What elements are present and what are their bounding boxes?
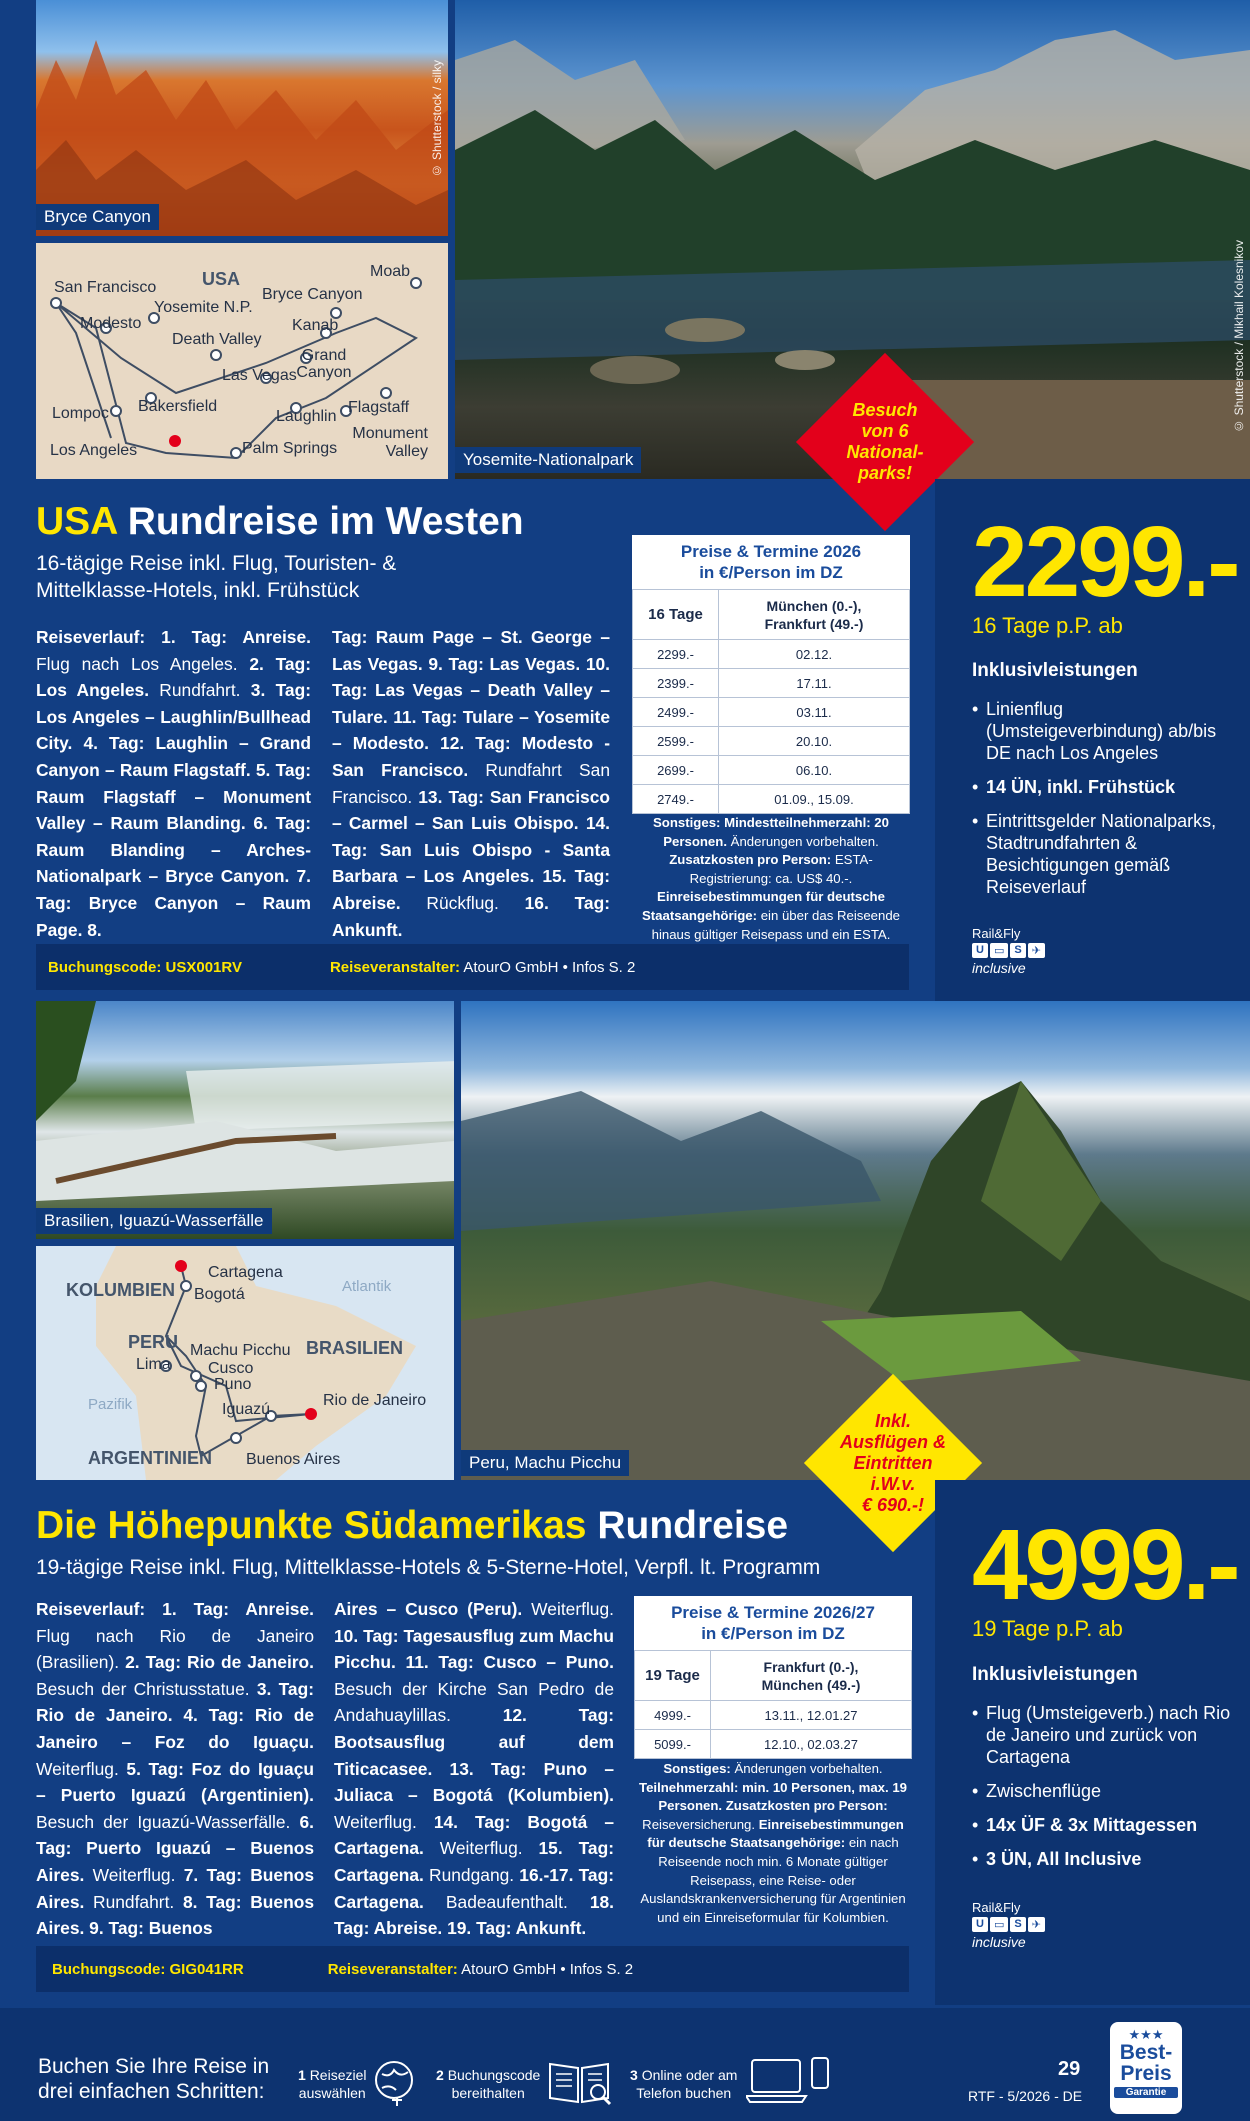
sa-itinerary-col2: Aires – Cusco (Peru). Weiterflug. 10. Tag: Tagesausflug zum Machu Picchu. 11. Tag: Cusco – Puno. Besuch der Kirche San Pedro de Andahuaylillas. 12. Tag: Bootsausflug auf dem Titicacasee. 13. Tag: Puno – Juliaca – Bogotá (Kolumbien). Weiterflug. 14. Tag: Bogotá – Cartagena. Weiterflug. 15. Tag: Cartagena. Rundgang. 16.-17. Tag: Cartagena. Badeaufenthalt. 18. Tag: Abreise. 19. Tag: Ankunft.	[334, 1599, 614, 1939]
map-place: Laughlin	[276, 408, 337, 425]
map-place: Palm Springs	[242, 440, 338, 457]
footer-intro	[38, 2054, 269, 2104]
usa-railfly	[972, 926, 1045, 976]
bryce-credit: © Shutterstock / silky	[430, 60, 444, 178]
table-row	[633, 756, 910, 785]
table-header: Preise & Termine 2026	[680, 542, 862, 561]
incl-item-text: 14x ÜF & 3x Mittagessen	[986, 1815, 1198, 1835]
sa-price-note: 19 Tage p.P. ab	[972, 1616, 1123, 1641]
table-col-header-line: München (49.-)	[761, 1676, 861, 1693]
usa-title	[36, 500, 524, 544]
railfly-label: Rail&Fly	[972, 1900, 1021, 1915]
table-cell: 5099.-	[635, 1730, 711, 1759]
map-place: Cusco	[208, 1360, 254, 1377]
map-place: Monument Valley	[352, 425, 428, 460]
iguazu-photo	[36, 1001, 454, 1239]
step-text: Online oder am	[641, 2067, 738, 2083]
map-label-country: PERU	[128, 1332, 179, 1352]
table-cell: 12.10., 02.03.27	[711, 1730, 912, 1759]
map-place: Bogotá	[194, 1286, 245, 1303]
operator-value: AtourO GmbH • Infos S. 2	[463, 958, 636, 976]
incl-item: • Linienflug (Umsteigeverbindung) ab/bis DE nach Los Angeles	[972, 698, 1242, 764]
map-place: Grand Canyon	[296, 347, 352, 381]
star-icons: ★★★	[1128, 2027, 1164, 2042]
usa-booking-bar	[36, 944, 909, 990]
sa-notes: Sonstiges: Änderungen vorbehalten. Teilnehmerzahl: min. 10 Personen, max. 19 Personen. Zusatzkosten pro Person: Reiseversicherung. Einreisebestimmungen für deutsche Staatsangehörige: ein nach Reiseende noch min. 6 Monate gültiger Reisepass, eine Reise- oder Auslandskrankenversicherung für Argentinien und ein Einreiseformular für Kolumbien.	[639, 1761, 907, 1925]
map-place: Rio de Janeiro	[323, 1392, 427, 1409]
table-cell: 2299.-	[633, 640, 719, 669]
table-header: Preise & Termine 2026/27	[671, 1603, 875, 1622]
table-cell: 17.11.	[719, 669, 910, 698]
bestpreis-text: Garantie	[1114, 2087, 1178, 2098]
railfly-icons: U ▭ S ✈	[972, 943, 1045, 958]
badge-line: Inkl.	[874, 1410, 911, 1431]
yosemite-caption: Yosemite-Nationalpark	[455, 447, 641, 473]
incl-item	[972, 1814, 1242, 1836]
sa-itinerary-col1: Reiseverlauf: 1. Tag: Anreise. Flug nach Rio de Janeiro (Brasilien). 2. Tag: Rio de Janeiro. Besuch der Christusstatue. 3. Tag: Rio de Janeiro. 4. Tag: Rio de Janeiro – Foz do Iguaçu. Weiterflug. 5. Tag: Foz do Iguaçu – Puerto Iguazú (Argentinien). Besuch der Iguazú-Wasserfälle. 6. Tag: Puerto Iguazú – Buenos Aires. Weiterflug. 7. Tag: Buenos Aires. Rundfahrt. 8. Tag: Buenos Aires. 9. Tag: Buenos	[36, 1599, 315, 1939]
map-place: Flagstaff	[348, 399, 410, 416]
badge-line: Eintritten	[853, 1452, 933, 1473]
table-cell: 2399.-	[633, 669, 719, 698]
usa-price: 2299.-	[972, 506, 1238, 618]
table-cell: 2699.-	[633, 756, 719, 785]
table-cell: 4999.-	[635, 1701, 711, 1730]
step-number: 1	[298, 2067, 306, 2083]
footer	[0, 2008, 1250, 2121]
railfly-inclusive: inclusive	[972, 1934, 1026, 1950]
bestpreis-badge	[1110, 2022, 1182, 2114]
table-cell: 01.09., 15.09.	[719, 785, 910, 814]
operator-label: Reiseveranstalter:	[329, 958, 461, 976]
map-place: Machu Picchu	[190, 1342, 291, 1359]
map-place: Bakersfield	[138, 398, 218, 415]
table-header: in €/Person im DZ	[701, 1624, 845, 1643]
sa-title	[36, 1504, 788, 1548]
map-place: San Francisco	[54, 279, 157, 296]
incl-item: • Zwischenflüge	[972, 1780, 1242, 1802]
step-text: Reiseziel	[309, 2067, 367, 2083]
step-text: bereithalten	[451, 2085, 525, 2101]
badge-line: Ausflügen &	[840, 1431, 946, 1452]
map-label-country: KOLUMBIEN	[66, 1280, 175, 1300]
map-place: Lompoc	[52, 405, 109, 422]
usa-title-rest: Rundreise im Westen	[116, 500, 524, 543]
step-text: Buchungscode	[447, 2067, 541, 2083]
sa-incl-heading: Inklusivleistungen	[972, 1664, 1138, 1685]
usa-map	[36, 243, 448, 479]
incl-item-text: 3 ÜN, All Inclusive	[986, 1849, 1142, 1869]
table-cell: 06.10.	[719, 756, 910, 785]
booking-code: GIG041RR	[169, 1960, 244, 1978]
globe-pin-icon	[372, 2054, 418, 2108]
usa-itinerary-col2: Tag: Raum Page – St. George – Las Vegas. 9. Tag: Las Vegas. 10. Tag: Las Vegas – Death Valley – Tulare. 11. Tag: Tulare – Yosemite – Modesto. 12. Tag: Modesto - San Francisco. Rundfahrt San Francisco. 13. Tag: San Francisco – Carmel – San Luis Obispo. 14. Tag: San Luis Obispo - Santa Barbara – Los Angeles. 15. Tag: Abreise. Rückflug. 16. Tag: Ankunft.	[332, 627, 611, 940]
footer-intro-line: drei einfachen Schritten:	[38, 2080, 265, 2103]
map-place: Cartagena	[208, 1264, 283, 1281]
badge-line: parks!	[857, 463, 913, 483]
map-label-usa: USA	[202, 269, 241, 289]
map-place: Los Angeles	[50, 442, 138, 459]
bestpreis-text: Preis	[1120, 2062, 1172, 2085]
usa-subtitle-line: 16-tägige Reise inkl. Flug, Touristen- &	[36, 552, 397, 575]
step-text: auswählen	[298, 2085, 366, 2101]
incl-item	[972, 776, 1242, 798]
map-place: Buenos Aires	[246, 1451, 341, 1468]
step-number: 3	[630, 2067, 638, 2083]
table-col-header: 16 Tage	[633, 590, 719, 640]
map-label-country: ARGENTINIEN	[88, 1448, 213, 1468]
sa-title-rest: Rundreise	[586, 1504, 789, 1547]
usa-notes: Sonstiges: Mindestteilnehmerzahl: 20 Personen. Änderungen vorbehalten. Zusatzkosten pro Person: ESTA-Registrierung: ca. US$ 40.-. Einreisebestimmungen für deutsche Staatsangehörige: ein über das Reiseende hinaus gültiger Reisepass und ein ESTA.	[641, 815, 901, 942]
table-row	[633, 669, 910, 698]
booking-code: USX001RV	[165, 958, 242, 976]
iguazu-caption: Brasilien, Iguazú-Wasserfälle	[36, 1208, 272, 1234]
incl-item	[972, 1848, 1242, 1870]
table-cell: 2499.-	[633, 698, 719, 727]
sa-railfly	[972, 1900, 1045, 1950]
booking-label: Buchungscode:	[48, 958, 162, 976]
table-row	[635, 1701, 912, 1730]
table-row	[633, 640, 910, 669]
table-col-header-line: Frankfurt (49.-)	[764, 615, 864, 632]
bryce-canyon-photo	[36, 0, 448, 236]
badge-line: € 690.-!	[861, 1494, 925, 1515]
map-place: Lima	[136, 1356, 171, 1373]
railfly-icons: U ▭ S ✈	[972, 1917, 1045, 1932]
table-cell: 02.12.	[719, 640, 910, 669]
railfly-inclusive: inclusive	[972, 960, 1026, 976]
usa-incl-list	[972, 698, 1242, 910]
laptop-phone-icon	[746, 2054, 830, 2106]
table-col-header-line: München (0.-),	[766, 597, 862, 614]
table-cell: 2599.-	[633, 727, 719, 756]
step-number: 2	[436, 2067, 444, 2083]
incl-item: • Eintrittsgelder Nationalparks, Stadtrundfahrten & Besichtigungen gemäß Reiseverlauf	[972, 810, 1242, 898]
operator-label: Reiseveranstalter:	[327, 1960, 458, 1978]
map-label-sea: Atlantik	[342, 1278, 392, 1295]
badge-line: von 6	[861, 421, 909, 441]
sa-incl-list	[972, 1702, 1242, 1882]
step-text: Telefon buchen	[636, 2085, 732, 2101]
table-row	[633, 727, 910, 756]
badge-line: Besuch	[852, 400, 918, 420]
footer-step-2	[436, 2066, 540, 2102]
table-col-header	[719, 590, 910, 640]
catalog-search-icon	[548, 2058, 612, 2108]
table-row	[633, 785, 910, 814]
table-cell: 2749.-	[633, 785, 719, 814]
sa-price-table	[634, 1596, 912, 1759]
map-label-sea: Pazifik	[88, 1396, 133, 1413]
map-place: Kanab	[292, 317, 339, 334]
footer-step-3	[630, 2066, 737, 2102]
incl-item-text: 14 ÜN, inkl. Frühstück	[986, 777, 1176, 797]
booking-label: Buchungscode:	[52, 1960, 166, 1978]
usa-title-highlight: USA	[36, 500, 117, 543]
table-cell: 13.11., 12.01.27	[711, 1701, 912, 1730]
sa-title-highlight: Die Höhepunkte Südamerikas	[36, 1504, 587, 1547]
map-place: Puno	[214, 1376, 252, 1393]
sa-price: 4999.-	[972, 1509, 1238, 1621]
edition-label: RTF - 5/2026 - DE	[968, 2088, 1083, 2104]
map-place: Iguazú	[222, 1401, 271, 1418]
usa-incl-heading: Inklusivleistungen	[972, 660, 1138, 681]
map-place: Death Valley	[172, 331, 262, 348]
map-place: Moab	[370, 263, 411, 280]
map-place: Modesto	[80, 315, 142, 332]
map-place: Bryce Canyon	[262, 286, 363, 303]
bryce-caption: Bryce Canyon	[36, 204, 159, 230]
usa-price-note: 16 Tage p.P. ab	[972, 613, 1123, 638]
table-col-header: 19 Tage	[635, 1651, 711, 1701]
map-place: Las Vegas	[222, 367, 297, 384]
table-cell: 20.10.	[719, 727, 910, 756]
yosemite-credit: © Shutterstock / Mikhail Kolesnikov	[1232, 240, 1246, 433]
operator-value: AtourO GmbH • Infos S. 2	[461, 1960, 634, 1978]
south-america-map	[36, 1246, 454, 1480]
bestpreis-text: Best-	[1119, 2041, 1173, 2064]
table-cell: 03.11.	[719, 698, 910, 727]
usa-price-table	[632, 535, 910, 814]
usa-subtitle-line: Mittelklasse-Hotels, inkl. Frühstück	[36, 579, 360, 602]
map-place: Yosemite N.P.	[154, 299, 253, 316]
badge-line: National-	[846, 442, 924, 462]
badge-line: i.W.v.	[870, 1473, 916, 1494]
table-row	[635, 1730, 912, 1759]
table-col-header	[711, 1651, 912, 1701]
table-col-header-line: Frankfurt (0.-),	[763, 1658, 859, 1675]
machu-caption: Peru, Machu Picchu	[461, 1450, 629, 1476]
usa-subtitle	[36, 550, 396, 604]
footer-intro-line: Buchen Sie Ihre Reise in	[38, 2055, 270, 2078]
incl-item: • Flug (Umsteigeverb.) nach Rio de Janeiro und zurück von Cartagena	[972, 1702, 1242, 1768]
sa-booking-bar	[36, 1946, 909, 1992]
table-row	[633, 698, 910, 727]
map-label-country: BRASILIEN	[306, 1338, 404, 1358]
sa-subtitle: 19-tägige Reise inkl. Flug, Mittelklasse-Hotels & 5-Sterne-Hotel, Verpfl. lt. Programm	[36, 1556, 821, 1579]
footer-step-1	[298, 2066, 367, 2102]
page-number: 29	[1058, 2058, 1081, 2080]
usa-itinerary-col1: Reiseverlauf: 1. Tag: Anreise. Flug nach Los Angeles. 2. Tag: Los Angeles. Rundfahrt. 3. Tag: Los Angeles – Laughlin/Bullhead City. 4. Tag: Laughlin – Grand Canyon – Raum Flagstaff. 5. Tag: Raum Flagstaff – Monument Valley – Raum Blanding. 6. Tag: Raum Blanding – Arches-Nationalpark – Bryce Canyon. 7. Tag: Bryce Canyon – Raum Page. 8.	[36, 627, 311, 940]
railfly-label: Rail&Fly	[972, 926, 1021, 941]
table-header: in €/Person im DZ	[699, 563, 843, 582]
